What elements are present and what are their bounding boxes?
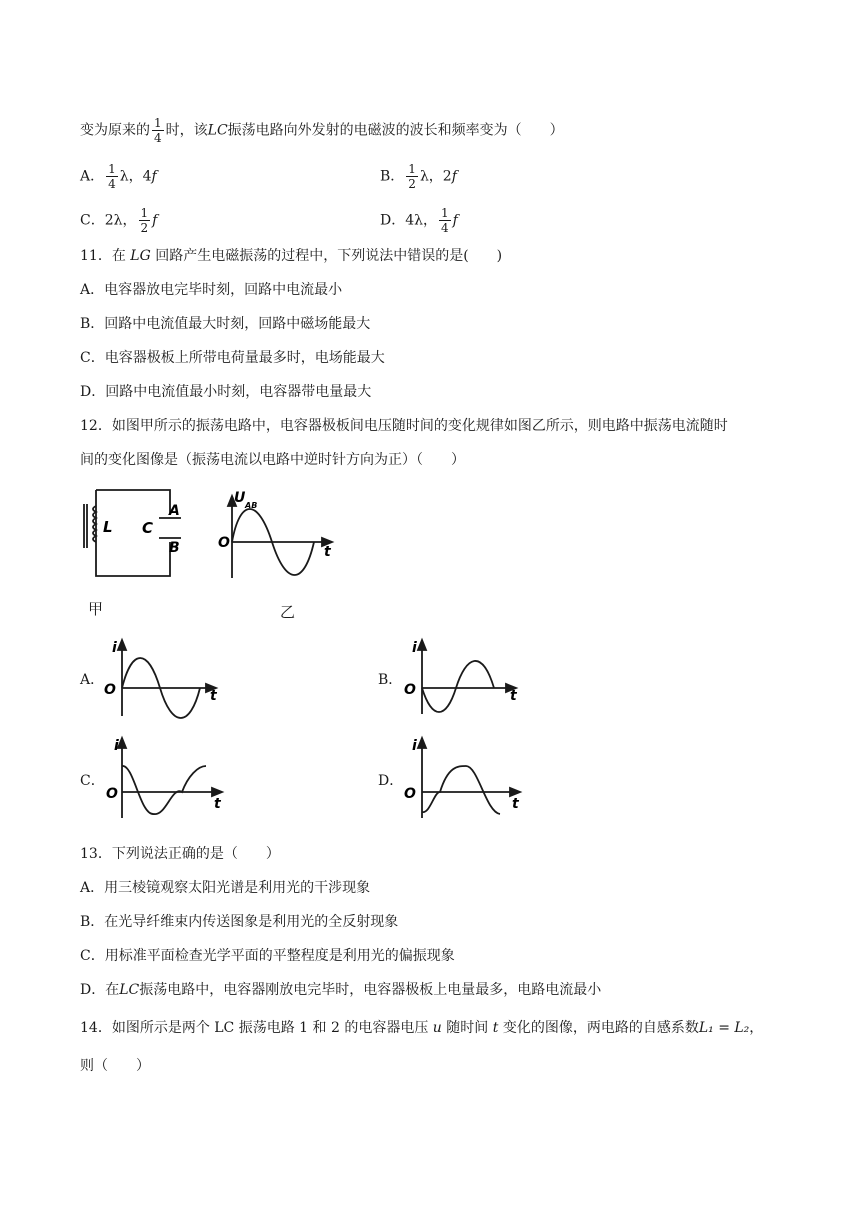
q12-stem-line2: 间的变化图像是（振荡电流以电路中逆时针方向为正）（ ） <box>80 452 465 468</box>
q11-stem: 11．在 LG 回路产生电磁振荡的过程中，下列说法中错误的是( ) <box>80 248 503 264</box>
q12-option-b-graph[interactable] <box>404 638 524 718</box>
plate-a-label: A <box>169 503 180 519</box>
q12-option-d-graph[interactable] <box>404 736 529 821</box>
q10-option-a[interactable]: A． $\frac{1}{4}$ λ，4f <box>80 162 157 191</box>
q13-option-a[interactable]: A．用三棱镜观察太阳光谱是利用光的干涉现象 <box>80 880 371 896</box>
q14-stem: 14．如图所示是两个 LC 振荡电路 1 和 2 的电容器电压 u 随时间 t 变化的图像，两电路的自感系数L₁ = L₂， <box>80 1020 764 1036</box>
plate-b-label: B <box>169 540 180 556</box>
q13-option-d[interactable]: D．在LC振荡电路中，电容器刚放电完毕时，电容器极板上电量最多，电路电流最小 <box>80 982 602 998</box>
svg-text:t: t <box>510 688 517 704</box>
q13-option-b[interactable]: B．在光导纤维束内传送图象是利用光的全反射现象 <box>80 914 399 930</box>
inductance-equation: L₁ = L₂ <box>698 1020 750 1036</box>
q12-option-a-label[interactable]: A． <box>80 672 105 688</box>
q13-stem: 13．下列说法正确的是（ ） <box>80 846 280 862</box>
time-axis-label: t <box>324 544 331 560</box>
q10-stem: 变为原来的 $\frac{1}{4}$ 时，该LC振荡电路向外发射的电磁波的波长和频率变为（ ） <box>80 116 564 145</box>
svg-text:O: O <box>104 682 116 698</box>
lc-circuit-diagram <box>80 484 190 584</box>
svg-text:O: O <box>404 786 416 802</box>
voltage-axis-subscript: AB <box>245 501 258 510</box>
q12-option-c-label[interactable]: C． <box>80 773 105 789</box>
q10-option-d[interactable]: D．4λ， $\frac{1}{4}$ f <box>380 206 458 235</box>
figure-caption-yi: 乙 <box>280 603 296 621</box>
svg-text:i: i <box>412 640 417 656</box>
svg-text:t: t <box>214 796 221 812</box>
q12-option-d-label[interactable]: D． <box>378 773 404 789</box>
svg-text:O: O <box>404 682 416 698</box>
voltage-time-graph <box>218 488 338 583</box>
svg-text:O: O <box>106 786 118 802</box>
svg-text:i: i <box>412 738 417 754</box>
fraction: $\frac{1}{4}$ <box>441 206 449 235</box>
q11-option-d[interactable]: D．回路中电流值最小时刻，电容器带电量最大 <box>80 384 372 400</box>
capacitor-label: C <box>142 519 154 537</box>
q11-option-b[interactable]: B．回路中电流值最大时刻，回路中磁场能最大 <box>80 316 371 332</box>
voltage-axis-label: U <box>234 490 246 506</box>
fraction: $\frac{1}{4}$ <box>154 116 162 145</box>
q14-stem-line2: 则（ ） <box>80 1058 150 1074</box>
q12-stem-line1: 12．如图甲所示的振荡电路中，电容器极板间电压随时间的变化规律如图乙所示，则电路中振荡电流随时 <box>80 418 728 434</box>
svg-text:t: t <box>512 796 519 812</box>
q12-option-b-label[interactable]: B． <box>378 672 403 688</box>
q11-option-c[interactable]: C．电容器极板上所带电荷量最多时，电场能最大 <box>80 350 385 366</box>
svg-text:i: i <box>114 738 119 754</box>
q10-option-b[interactable]: B． $\frac{1}{2}$ λ，2f <box>380 162 457 191</box>
fraction: $\frac{1}{4}$ <box>108 162 116 191</box>
q12-option-c-graph[interactable] <box>106 736 231 821</box>
q12-option-a-graph[interactable] <box>104 638 219 718</box>
q13-option-c[interactable]: C．用标准平面检查光学平面的平整程度是利用光的偏振现象 <box>80 948 455 964</box>
q11-option-a[interactable]: A．电容器放电完毕时刻，回路中电流最小 <box>80 282 343 298</box>
inductor-label: L <box>103 518 113 536</box>
fraction: $\frac{1}{2}$ <box>408 162 416 191</box>
fraction: $\frac{1}{2}$ <box>140 206 149 235</box>
svg-text:t: t <box>210 688 217 704</box>
svg-text:i: i <box>112 640 117 656</box>
origin-label: O <box>218 535 230 551</box>
q10-option-c[interactable]: C．2λ， $\frac{1}{2}$ f <box>80 206 158 235</box>
figure-caption-jia: 甲 <box>88 600 104 618</box>
